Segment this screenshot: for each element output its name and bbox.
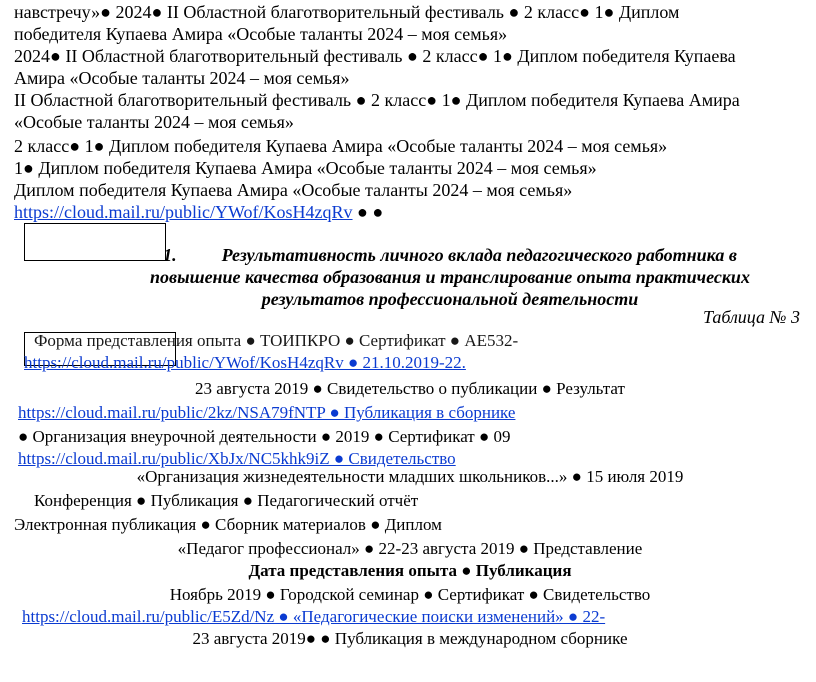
- text-line-2: победителя Купаева Амира «Особые таланты 2024 – моя семья»: [14, 24, 508, 44]
- overlay-line-10: «Педагог профессионал» ● 22-23 августа 2019 ● Представление: [177, 539, 643, 558]
- overlay-line-5: ● Организация внеурочной деятельности ● 2019 ● Сертификат ● 09: [18, 427, 511, 446]
- text-line-8: 1● Диплом победителя Купаева Амира «Особые таланты 2024 – моя семья»: [14, 158, 597, 178]
- cloud-link[interactable]: https://cloud.mail.ru/public/YWof/KosH4zqRv: [14, 202, 353, 222]
- overlay-link-4[interactable]: https://cloud.mail.ru/public/E5Zd/Nz ● «Педагогические поиски изменений» ● 22-: [22, 607, 606, 626]
- text-line-6: «Особые таланты 2024 – моя семья»: [14, 112, 294, 132]
- overlay-line-3: 23 августа 2019 ● Свидетельство о публикации ● Результат: [195, 379, 625, 398]
- link-line: [14, 202, 383, 222]
- link-suffix: ● ●: [357, 202, 384, 222]
- text-line-7: 2 класс● 1● Диплом победителя Купаева Амира «Особые таланты 2024 – моя семья»: [14, 136, 668, 156]
- overlay-link-3[interactable]: https://cloud.mail.ru/public/XbJx/NC5khk9iZ ● Свидетельство: [18, 449, 456, 468]
- text-line-5: II Областной благотворительный фестиваль ● 2 класс● 1● Диплом победителя Купаева Амира: [14, 90, 740, 110]
- overlay-line-1: Форма представления опыта ● ТОИПКРО ● Сертификат ● АЕ532-: [34, 331, 519, 350]
- overlay-line-14: 23 августа 2019● ● Публикация в международном сборнике: [192, 629, 628, 648]
- overlay-line-7: «Организация жизнедеятельности младших школьников...» ● 15 июля 2019: [136, 467, 684, 486]
- overlay-line-12: Ноябрь 2019 ● Городской семинар ● Сертификат ● Свидетельство: [169, 585, 651, 604]
- heading-text: Результативность личного вклада педагогического работника в повышение качества образования и транслирование опыта практических результатов профессиональной деятельности: [150, 245, 750, 309]
- text-line-4: Амира «Особые таланты 2024 – моя семья»: [14, 68, 350, 88]
- text-line-9: Диплом победителя Купаева Амира «Особые таланты 2024 – моя семья»: [14, 180, 573, 200]
- overlay-line-11: Дата представления опыта ● Публикация: [248, 561, 572, 580]
- overlay-line-9: Электронная публикация ● Сборник материалов ● Диплом: [14, 515, 442, 534]
- overlay-link-1[interactable]: https://cloud.mail.ru/public/YWof/KosH4zqRv ● 21.10.2019-22.: [24, 353, 466, 372]
- table-label: Таблица № 3: [702, 307, 800, 327]
- text-line-1: навстречу»● 2024● II Областной благотворительный фестиваль ● 2 класс● 1● Диплом: [14, 2, 680, 22]
- overlay-link-2[interactable]: https://cloud.mail.ru/public/2kz/NSA79fNTP ● Публикация в сборнике: [18, 403, 516, 422]
- overlay-line-8: Конференция ● Публикация ● Педагогический отчёт: [34, 491, 419, 510]
- section-heading: [120, 244, 780, 310]
- heading-number: 1.: [163, 245, 177, 265]
- text-line-3: 2024● II Областной благотворительный фестиваль ● 2 класс● 1● Диплом победителя Купаева: [14, 46, 736, 66]
